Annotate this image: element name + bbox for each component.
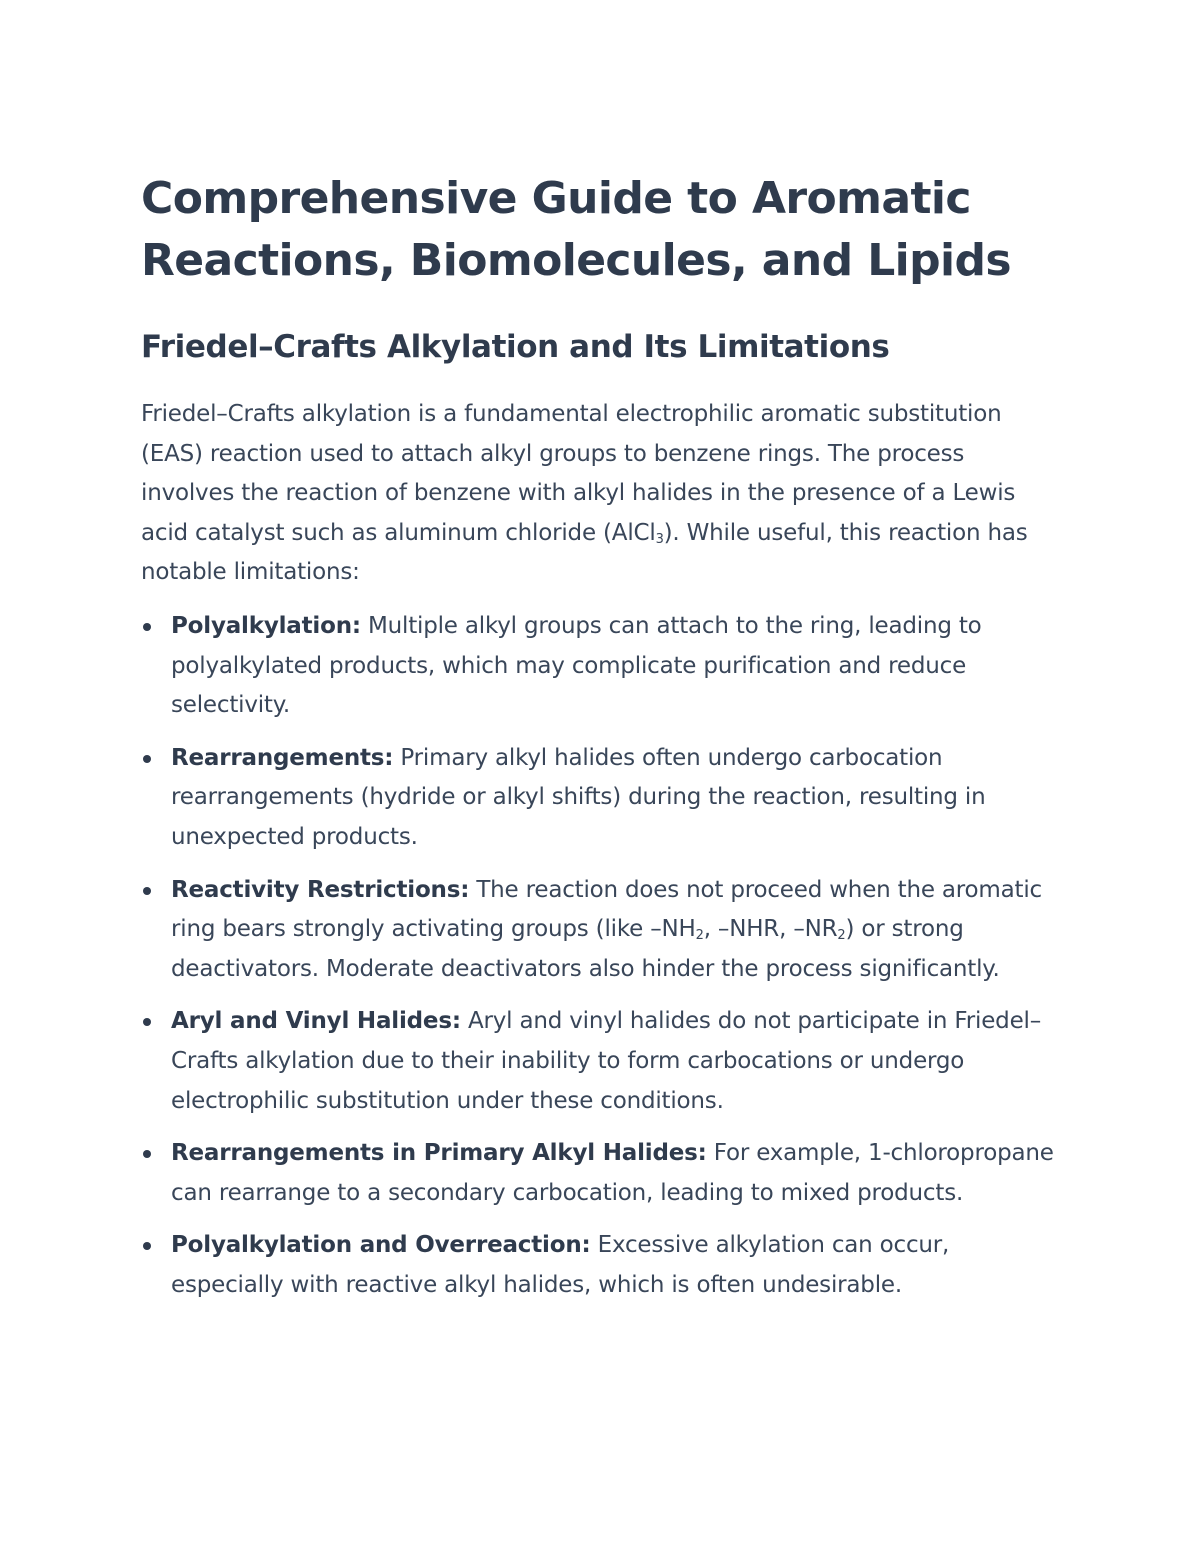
intro-text-after-formula: ). While useful, this reaction has notable limitations: — [141, 519, 1028, 586]
intro-text-before-formula: Friedel–Crafts alkylation is a fundamental electrophilic aromatic substitution (EAS) reaction used to attach alkyl groups to benzene rings. The process involves the reaction of benzene with alkyl halides in the presence of a Lewis acid catalyst such as aluminum chloride (AlCl — [141, 401, 1016, 546]
bullet-icon — [143, 755, 151, 763]
list-item-term: Rearrangements: — [171, 744, 394, 771]
list-item-term: Polyalkylation and Overreaction: — [171, 1232, 591, 1259]
list-item-term: Polyalkylation: — [171, 612, 361, 639]
intro-paragraph — [141, 395, 1061, 593]
list-item-term: Aryl and Vinyl Halides: — [171, 1008, 461, 1035]
page-title-line-1: Comprehensive Guide to Aromatic — [141, 173, 971, 224]
page-title-line-2: Reactions, Biomolecules, and Lipids — [141, 235, 1012, 286]
bullet-icon — [143, 623, 151, 631]
list-item — [141, 871, 1061, 990]
document-page — [141, 168, 1061, 1318]
list-item-term: Rearrangements in Primary Alkyl Halides: — [171, 1140, 707, 1167]
list-item-text: , –NHR, –NR — [703, 916, 838, 943]
bullet-icon — [143, 1242, 151, 1250]
list-item-term: Reactivity Restrictions: — [171, 876, 470, 903]
list-item — [141, 1002, 1061, 1121]
list-item-text: ) or strong deactivators. Moderate deactivators also hinder the process significantly. — [171, 916, 1000, 982]
formula-subscript: 3 — [655, 531, 664, 547]
list-item-text: The reaction does not proceed when the aromatic ring bears strongly activating groups (like –NH — [171, 876, 1042, 943]
bullet-icon — [143, 1018, 151, 1026]
formula-subscript: 2 — [837, 928, 846, 944]
bullet-icon — [143, 1150, 151, 1158]
list-item — [141, 607, 1061, 726]
list-item — [141, 1226, 1061, 1305]
list-item-text: For example, 1-chloropropane can rearrange to a secondary carbocation, leading to mixed products. — [171, 1140, 1054, 1206]
list-item-text: Aryl and vinyl halides do not participate in Friedel–Crafts alkylation due to their inability to form carbocations or undergo electrophilic substitution under these conditions. — [171, 1008, 1042, 1114]
formula-subscript: 2 — [695, 928, 704, 944]
list-item — [141, 739, 1061, 858]
bullet-icon — [143, 887, 151, 895]
section-heading: Friedel–Crafts Alkylation and Its Limitations — [141, 329, 890, 365]
list-item-text: Primary alkyl halides often undergo carbocation rearrangements (hydride or alkyl shifts) during the reaction, resulting in unexpected products. — [171, 744, 986, 850]
list-item — [141, 1134, 1061, 1213]
list-item-text: Multiple alkyl groups can attach to the ring, leading to polyalkylated products, which may complicate purification and reduce selectivity. — [171, 612, 982, 719]
list-item-text: Excessive alkylation can occur, especially with reactive alkyl halides, which is often undesirable. — [171, 1232, 950, 1298]
limitations-list — [141, 607, 1061, 1306]
page-title — [141, 168, 1061, 292]
